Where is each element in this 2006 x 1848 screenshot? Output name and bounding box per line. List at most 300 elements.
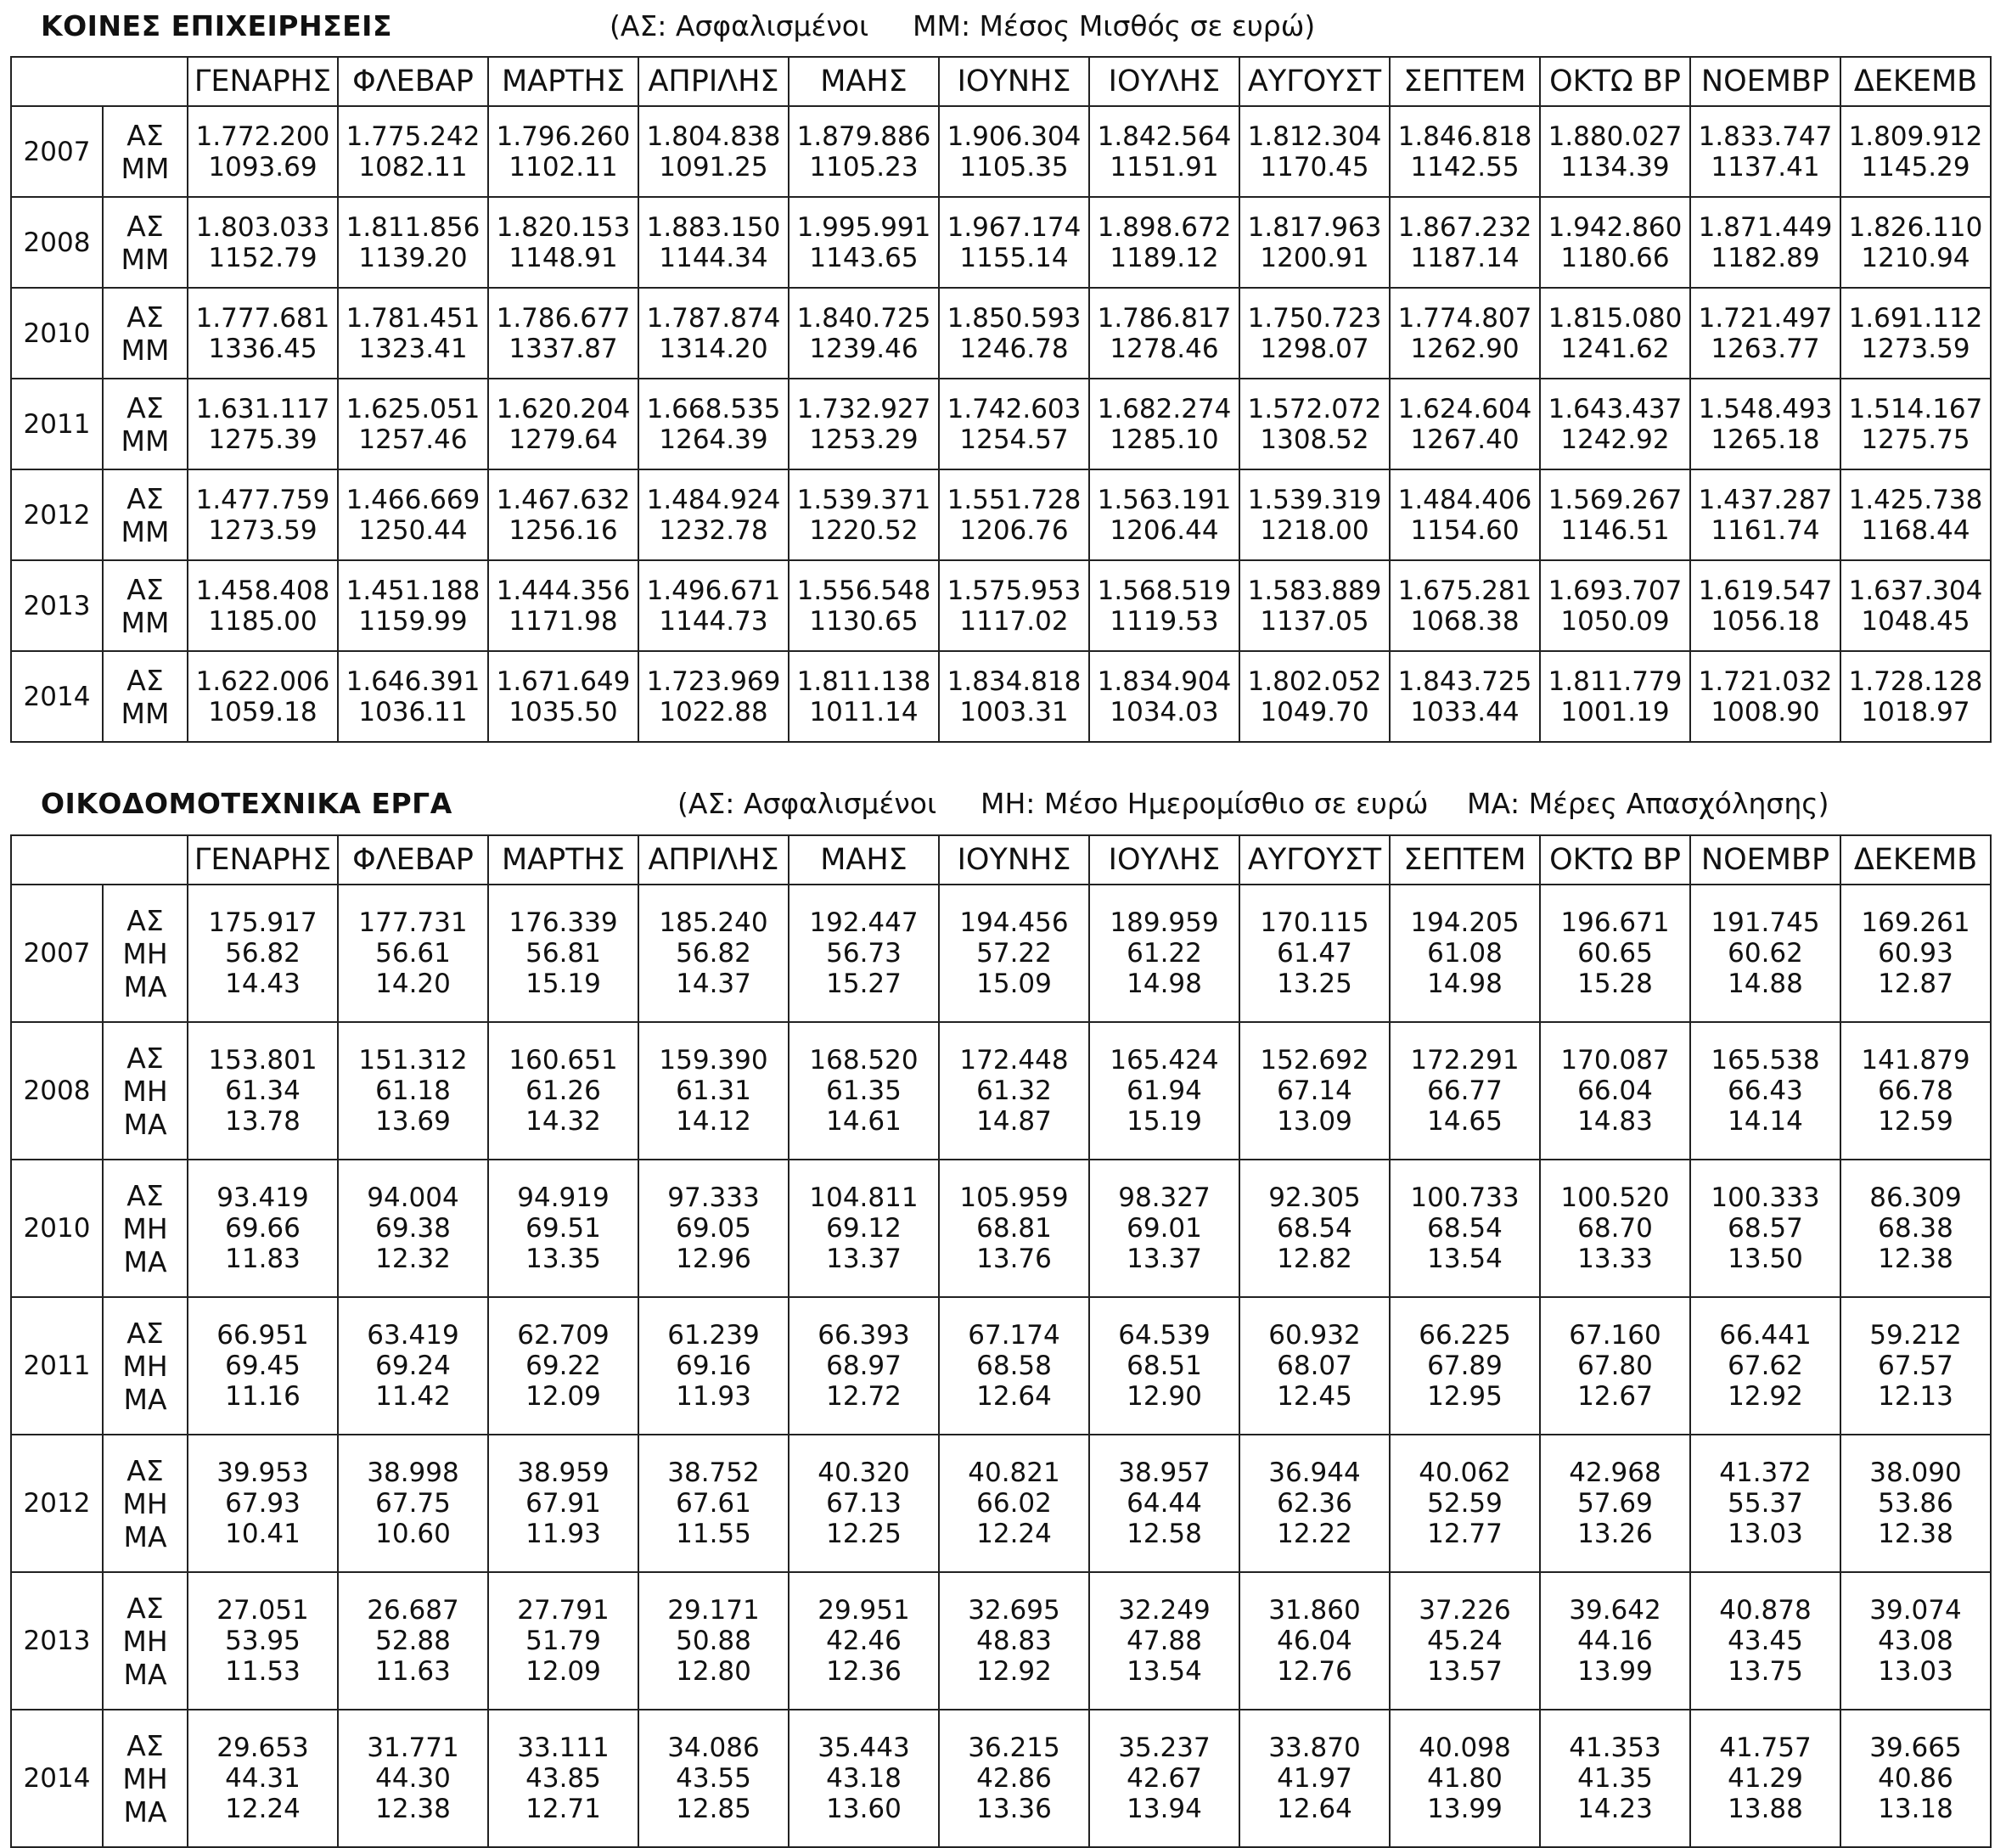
value: 56.61	[375, 938, 451, 969]
value: 69.22	[525, 1351, 601, 1381]
table-row	[11, 1572, 1991, 1710]
year-cell: 2012	[11, 1435, 103, 1572]
value-stack	[1391, 212, 1539, 273]
oikodomika-legend-as: (ΑΣ: Ασφαλισμένοι	[677, 787, 937, 820]
value: 1246.78	[959, 333, 1069, 364]
value-stack	[489, 303, 638, 364]
value: 1082.11	[358, 151, 468, 183]
value: 52.59	[1427, 1488, 1503, 1519]
value: 1.625.051	[346, 393, 480, 424]
value: 40.320	[818, 1458, 910, 1488]
value: 68.38	[1878, 1213, 1953, 1244]
value-stack	[188, 576, 337, 637]
month-header: ΓΕΝΑΡΗΣ	[188, 57, 338, 106]
value: 1034.03	[1110, 696, 1219, 727]
value: 41.80	[1427, 1763, 1503, 1794]
value-stack	[1391, 907, 1539, 999]
value: 13.75	[1728, 1656, 1803, 1687]
value-stack	[1841, 121, 1990, 183]
value: 34.086	[667, 1733, 760, 1763]
table-row	[11, 106, 1991, 197]
value: 13.54	[1427, 1244, 1503, 1274]
metric-labels	[104, 301, 187, 367]
value: 60.62	[1728, 938, 1803, 969]
value: 1185.00	[208, 605, 317, 637]
value-cell	[1239, 885, 1390, 1022]
value: 38.959	[517, 1458, 610, 1488]
value: 53.86	[1878, 1488, 1953, 1519]
value-cell	[638, 379, 789, 469]
value: 1.437.287	[1698, 484, 1833, 515]
value-stack	[1841, 907, 1990, 999]
value: 67.93	[225, 1488, 301, 1519]
value: 175.917	[208, 907, 317, 938]
value-stack	[639, 303, 788, 364]
value: 1278.46	[1110, 333, 1219, 364]
value: 1159.99	[358, 605, 468, 637]
value: 100.520	[1560, 1182, 1670, 1213]
value: 189.959	[1110, 907, 1219, 938]
value-cell	[1390, 379, 1540, 469]
value-cell	[638, 1297, 789, 1435]
value: 100.333	[1711, 1182, 1820, 1213]
value-stack	[1090, 1045, 1239, 1137]
value-cell	[1239, 1572, 1390, 1710]
value-cell	[789, 288, 939, 379]
value: 1.815.080	[1548, 302, 1683, 334]
value: 1239.46	[809, 333, 919, 364]
metric-labels-cell	[103, 1297, 188, 1435]
value: 1.675.281	[1397, 575, 1532, 606]
value: 64.44	[1127, 1488, 1202, 1519]
koines-legend-mm: ΜΜ: Μέσος Μισθός σε ευρώ)	[913, 9, 1316, 42]
value: 1.563.191	[1097, 484, 1232, 515]
year-cell: 2013	[11, 1572, 103, 1710]
value: 13.50	[1728, 1244, 1803, 1274]
value-stack	[1691, 666, 1840, 727]
value: 68.97	[826, 1351, 902, 1381]
value-stack	[940, 212, 1088, 273]
value: 14.87	[976, 1106, 1052, 1137]
value-cell	[488, 1297, 638, 1435]
value: 1.812.304	[1247, 121, 1382, 152]
value: 1285.10	[1110, 424, 1219, 455]
value: 11.83	[225, 1244, 301, 1274]
value: 15.28	[1577, 969, 1653, 999]
value-cell	[188, 469, 338, 560]
value: 69.12	[826, 1213, 902, 1244]
value: 1220.52	[809, 514, 919, 546]
value-cell	[338, 651, 488, 742]
value-cell	[1690, 379, 1840, 469]
metric-label: ΜΗ	[122, 1074, 168, 1108]
value: 1145.29	[1861, 151, 1970, 183]
value-stack	[1391, 666, 1539, 727]
value: 1.850.593	[947, 302, 1082, 334]
header-corner-cell	[11, 57, 188, 106]
oikodomika-heading	[0, 783, 2006, 825]
value-cell	[488, 379, 638, 469]
metric-labels	[104, 210, 187, 276]
value: 11.53	[225, 1656, 301, 1687]
value: 1.781.451	[346, 302, 480, 334]
value-stack	[188, 121, 337, 183]
value-cell	[488, 1160, 638, 1297]
value-cell	[188, 651, 338, 742]
value: 53.95	[225, 1626, 301, 1656]
value: 1337.87	[509, 333, 618, 364]
value: 60.93	[1878, 938, 1953, 969]
value-stack	[789, 121, 938, 183]
value: 43.45	[1728, 1626, 1803, 1656]
value: 36.944	[1268, 1458, 1361, 1488]
value: 104.811	[809, 1182, 919, 1213]
value-stack	[789, 1595, 938, 1687]
metric-labels-cell	[103, 1160, 188, 1297]
value-stack	[1240, 1595, 1389, 1687]
month-header: ΜΑΡΤΗΣ	[488, 57, 638, 106]
value: 66.78	[1878, 1076, 1953, 1106]
value: 11.93	[676, 1381, 751, 1412]
value: 40.062	[1419, 1458, 1511, 1488]
value-stack	[1691, 907, 1840, 999]
value: 42.86	[976, 1763, 1052, 1794]
value: 94.004	[367, 1182, 459, 1213]
value: 1218.00	[1260, 514, 1369, 546]
value-cell	[638, 1160, 789, 1297]
value: 14.43	[225, 969, 301, 999]
metric-label: ΑΣ	[126, 572, 164, 606]
year-cell: 2014	[11, 651, 103, 742]
value-stack	[1541, 121, 1689, 183]
metric-labels	[104, 1592, 187, 1691]
year-cell: 2008	[11, 1022, 103, 1160]
value: 1206.76	[959, 514, 1069, 546]
table-row	[11, 1297, 1991, 1435]
value-stack	[188, 485, 337, 546]
value-stack	[1691, 394, 1840, 455]
value: 14.65	[1427, 1106, 1503, 1137]
value-cell	[1840, 885, 1991, 1022]
value: 196.671	[1560, 907, 1670, 938]
value-stack	[1240, 1045, 1389, 1137]
year-cell: 2010	[11, 1160, 103, 1297]
value-stack	[1090, 666, 1239, 727]
value-stack	[639, 1733, 788, 1824]
value: 14.88	[1728, 969, 1803, 999]
value: 1.942.860	[1548, 211, 1683, 243]
metric-labels-cell	[103, 651, 188, 742]
value: 1200.91	[1260, 242, 1369, 273]
value-cell	[1840, 379, 1991, 469]
value: 97.333	[667, 1182, 760, 1213]
value-stack	[489, 1595, 638, 1687]
value-stack	[188, 1458, 337, 1549]
value-stack	[1240, 212, 1389, 273]
value: 141.879	[1861, 1045, 1970, 1076]
value-stack	[789, 1733, 938, 1824]
value-cell	[1390, 1297, 1540, 1435]
metric-label: ΑΣ	[126, 481, 164, 515]
metric-labels-cell	[103, 560, 188, 651]
value-stack	[339, 212, 487, 273]
value: 66.04	[1577, 1076, 1653, 1106]
value: 12.38	[375, 1794, 451, 1824]
value-stack	[1391, 1045, 1539, 1137]
value-stack	[1240, 121, 1389, 183]
value: 43.08	[1878, 1626, 1953, 1656]
value-stack	[1691, 1182, 1840, 1274]
value: 1154.60	[1410, 514, 1520, 546]
value: 1.871.449	[1698, 211, 1833, 243]
value: 1.796.260	[496, 121, 631, 152]
value: 67.174	[968, 1320, 1060, 1351]
value: 13.69	[375, 1106, 451, 1137]
value: 67.13	[826, 1488, 902, 1519]
value-cell	[188, 197, 338, 288]
value-stack	[339, 1595, 487, 1687]
value: 153.801	[208, 1045, 317, 1076]
value-stack	[489, 121, 638, 183]
value-cell	[638, 1435, 789, 1572]
value: 69.16	[676, 1351, 751, 1381]
value-cell	[789, 560, 939, 651]
value: 1.458.408	[195, 575, 330, 606]
metric-labels-cell	[103, 1710, 188, 1847]
value-cell	[1690, 288, 1840, 379]
value-stack	[1841, 576, 1990, 637]
metric-labels	[104, 1729, 187, 1828]
metric-label: ΜΗ	[122, 1624, 168, 1658]
value: 11.55	[676, 1519, 751, 1549]
metric-labels	[104, 573, 187, 639]
value: 1033.44	[1410, 696, 1520, 727]
value: 1.772.200	[195, 121, 330, 152]
value: 1.723.969	[646, 666, 781, 697]
value-cell	[1540, 1022, 1690, 1160]
value: 15.19	[525, 969, 601, 999]
value: 67.62	[1728, 1351, 1803, 1381]
value: 27.051	[216, 1595, 309, 1626]
value-stack	[1391, 1320, 1539, 1412]
value-cell	[488, 885, 638, 1022]
value: 1139.20	[358, 242, 468, 273]
value-cell	[1840, 1297, 1991, 1435]
value-stack	[1841, 1733, 1990, 1824]
value-cell	[188, 106, 338, 197]
value: 62.36	[1277, 1488, 1352, 1519]
value-cell	[939, 560, 1089, 651]
value-stack	[339, 303, 487, 364]
value-stack	[1240, 1320, 1389, 1412]
value-cell	[638, 1572, 789, 1710]
value-stack	[339, 666, 487, 727]
value: 1210.94	[1861, 242, 1970, 273]
value-stack	[639, 1595, 788, 1687]
value-stack	[1090, 485, 1239, 546]
value: 29.653	[216, 1733, 309, 1763]
value: 1144.34	[659, 242, 768, 273]
value: 14.32	[525, 1106, 601, 1137]
value-cell	[338, 1022, 488, 1160]
value: 13.26	[1577, 1519, 1653, 1549]
value: 10.41	[225, 1519, 301, 1549]
value: 15.09	[976, 969, 1052, 999]
value-cell	[1390, 1572, 1540, 1710]
value: 1.551.728	[947, 484, 1082, 515]
value: 1.777.681	[195, 302, 330, 334]
value-stack	[1391, 1733, 1539, 1824]
month-header: ΣΕΠΤΕΜ	[1390, 835, 1540, 885]
value-cell	[488, 1710, 638, 1847]
value: 1263.77	[1711, 333, 1820, 364]
value: 1.477.759	[195, 484, 330, 515]
value-cell	[1690, 1572, 1840, 1710]
value-stack	[1691, 485, 1840, 546]
value-stack	[1541, 1595, 1689, 1687]
value-stack	[1541, 1733, 1689, 1824]
value-stack	[489, 485, 638, 546]
value-stack	[1391, 121, 1539, 183]
value: 12.87	[1878, 969, 1953, 999]
value-cell	[1239, 1160, 1390, 1297]
value-stack	[1240, 394, 1389, 455]
value-cell	[338, 1297, 488, 1435]
value-cell	[1690, 1297, 1840, 1435]
value-stack	[940, 485, 1088, 546]
value-stack	[1691, 303, 1840, 364]
value-stack	[1090, 1733, 1239, 1824]
metric-label: ΑΣ	[126, 209, 164, 243]
value-cell	[1089, 651, 1239, 742]
value-stack	[188, 1733, 337, 1824]
value: 13.60	[826, 1794, 902, 1824]
value-stack	[1391, 394, 1539, 455]
value: 1.898.672	[1097, 211, 1232, 243]
value-stack	[1090, 907, 1239, 999]
value: 13.09	[1277, 1106, 1352, 1137]
value-cell	[1840, 288, 1991, 379]
value: 38.090	[1869, 1458, 1962, 1488]
value: 38.957	[1118, 1458, 1211, 1488]
value-cell	[638, 288, 789, 379]
value: 1275.39	[208, 424, 317, 455]
value-cell	[338, 106, 488, 197]
value-stack	[1391, 303, 1539, 364]
metric-label: ΜΗ	[122, 1211, 168, 1245]
metric-label: ΜΑ	[123, 969, 167, 1003]
value: 14.20	[375, 969, 451, 999]
value-stack	[639, 212, 788, 273]
value: 1256.16	[509, 514, 618, 546]
value-stack	[1090, 1458, 1239, 1549]
value: 1.883.150	[646, 211, 781, 243]
month-header: ΓΕΝΑΡΗΣ	[188, 835, 338, 885]
value-stack	[1541, 394, 1689, 455]
value: 1298.07	[1260, 333, 1369, 364]
value: 1056.18	[1711, 605, 1820, 637]
value: 61.18	[375, 1076, 451, 1106]
value-cell	[1540, 1297, 1690, 1435]
value-stack	[1541, 303, 1689, 364]
value: 191.745	[1711, 907, 1820, 938]
value-cell	[1690, 469, 1840, 560]
month-header: ΑΠΡΙΛΗΣ	[638, 57, 789, 106]
value-cell	[1089, 885, 1239, 1022]
table-row	[11, 379, 1991, 469]
metric-labels-cell	[103, 106, 188, 197]
value: 1182.89	[1711, 242, 1820, 273]
value: 1093.69	[208, 151, 317, 183]
value-stack	[789, 1045, 938, 1137]
value: 1.843.725	[1397, 666, 1532, 697]
value-stack	[339, 1182, 487, 1274]
value: 1.820.153	[496, 211, 631, 243]
value: 68.81	[976, 1213, 1052, 1244]
value-stack	[1841, 212, 1990, 273]
value: 15.27	[826, 969, 902, 999]
value-cell	[1390, 1160, 1540, 1297]
value-cell	[638, 651, 789, 742]
value-cell	[338, 1160, 488, 1297]
value: 68.54	[1427, 1213, 1503, 1244]
value: 69.45	[225, 1351, 301, 1381]
month-header: ΔΕΚΕΜΒ	[1840, 835, 1991, 885]
metric-labels-cell	[103, 885, 188, 1022]
value-cell	[1390, 885, 1540, 1022]
koines-title: ΚΟΙΝΕΣ ΕΠΙΧΕΙΡΗΣΕΙΣ	[41, 9, 393, 42]
value: 172.448	[959, 1045, 1069, 1076]
value: 67.160	[1569, 1320, 1661, 1351]
value-cell	[188, 1160, 338, 1297]
value: 33.111	[517, 1733, 610, 1763]
value: 38.998	[367, 1458, 459, 1488]
value: 152.692	[1260, 1045, 1369, 1076]
value-stack	[188, 394, 337, 455]
value: 1.425.738	[1848, 484, 1983, 515]
value-cell	[939, 288, 1089, 379]
value-cell	[1540, 469, 1690, 560]
value-stack	[1240, 485, 1389, 546]
table-row	[11, 1022, 1991, 1160]
value: 1.646.391	[346, 666, 480, 697]
value-stack	[188, 212, 337, 273]
value-cell	[1540, 288, 1690, 379]
value: 1.834.904	[1097, 666, 1232, 697]
value-stack	[639, 666, 788, 727]
value: 1.671.649	[496, 666, 631, 697]
metric-label: ΜΗ	[122, 1761, 168, 1795]
value-cell	[1540, 106, 1690, 197]
value: 1137.05	[1260, 605, 1369, 637]
value: 40.821	[968, 1458, 1060, 1488]
value: 68.57	[1728, 1213, 1803, 1244]
value: 1117.02	[959, 605, 1069, 637]
metric-label: ΜΜ	[121, 424, 170, 458]
metric-label: ΑΣ	[126, 1178, 164, 1212]
value: 66.43	[1728, 1076, 1803, 1106]
value-cell	[488, 106, 638, 197]
oikodomika-legend-ma: ΜΑ: Μέρες Απασχόλησης)	[1467, 787, 1829, 820]
value-cell	[1840, 1710, 1991, 1847]
value: 1187.14	[1410, 242, 1520, 273]
oikodomika-legend-mh: ΜΗ: Μέσο Ημερομίσθιο σε ευρώ	[981, 787, 1429, 820]
value-cell	[488, 560, 638, 651]
value-stack	[339, 1733, 487, 1824]
value: 1.484.924	[646, 484, 781, 515]
value-cell	[1239, 1435, 1390, 1572]
value: 1232.78	[659, 514, 768, 546]
